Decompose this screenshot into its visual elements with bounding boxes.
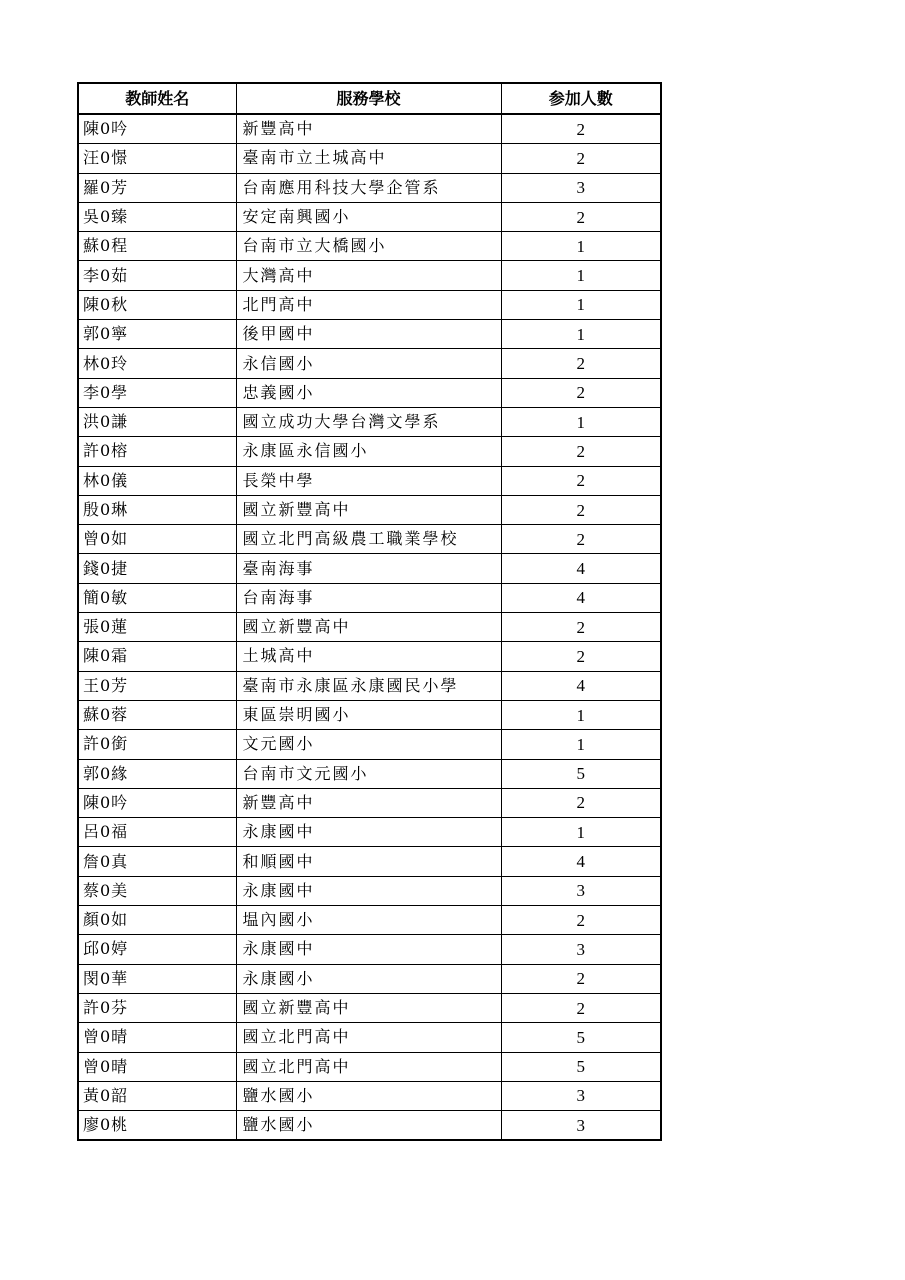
teacher-name-cell: 許0榕	[78, 437, 236, 466]
table-row	[78, 1081, 661, 1110]
teacher-name-cell: 汪0憬	[78, 144, 236, 173]
teacher-name-cell: 李0茹	[78, 261, 236, 290]
teacher-name-cell: 顏0如	[78, 906, 236, 935]
teacher-name-cell: 郭0寧	[78, 320, 236, 349]
teacher-name-cell: 廖0桃	[78, 1111, 236, 1141]
participant-count-cell: 4	[501, 554, 661, 583]
participant-count-cell: 1	[501, 407, 661, 436]
teacher-name-cell: 李0學	[78, 378, 236, 407]
participant-count-cell: 2	[501, 788, 661, 817]
table-row	[78, 466, 661, 495]
table-row	[78, 495, 661, 524]
table-row	[78, 818, 661, 847]
table-row	[78, 202, 661, 231]
teacher-name-cell: 詹0真	[78, 847, 236, 876]
school-cell: 鹽水國小	[236, 1081, 501, 1110]
table-row	[78, 906, 661, 935]
school-cell: 國立成功大學台灣文學系	[236, 407, 501, 436]
school-cell: 北門高中	[236, 290, 501, 319]
school-cell: 國立北門高級農工職業學校	[236, 525, 501, 554]
table-row	[78, 993, 661, 1022]
table-row	[78, 349, 661, 378]
school-cell: 台南市文元國小	[236, 759, 501, 788]
teacher-name-cell: 曾0如	[78, 525, 236, 554]
participant-count-cell: 2	[501, 378, 661, 407]
table-row	[78, 642, 661, 671]
participant-table	[77, 82, 662, 1141]
participant-count-cell: 2	[501, 349, 661, 378]
school-cell: 和順國中	[236, 847, 501, 876]
participant-count-cell: 2	[501, 964, 661, 993]
teacher-name-cell: 曾0晴	[78, 1023, 236, 1052]
participant-count-cell: 3	[501, 1111, 661, 1141]
school-cell: 台南海事	[236, 583, 501, 612]
teacher-name-cell: 曾0晴	[78, 1052, 236, 1081]
participant-count-cell: 1	[501, 818, 661, 847]
school-cell: 永康國中	[236, 876, 501, 905]
teacher-name-cell: 呂0福	[78, 818, 236, 847]
header-school: 服務學校	[236, 83, 501, 114]
participant-count-cell: 2	[501, 144, 661, 173]
table-row	[78, 613, 661, 642]
table-row	[78, 114, 661, 144]
table-row	[78, 525, 661, 554]
table-header	[78, 83, 661, 114]
teacher-name-cell: 蘇0蓉	[78, 700, 236, 729]
table-row	[78, 232, 661, 261]
teacher-name-cell: 吳0臻	[78, 202, 236, 231]
school-cell: 新豐高中	[236, 788, 501, 817]
table-row	[78, 671, 661, 700]
participant-count-cell: 5	[501, 1052, 661, 1081]
school-cell: 台南市立大橋國小	[236, 232, 501, 261]
teacher-name-cell: 張0蓮	[78, 613, 236, 642]
table-body	[78, 114, 661, 1140]
teacher-name-cell: 郭0緣	[78, 759, 236, 788]
participant-count-cell: 1	[501, 700, 661, 729]
school-cell: 安定南興國小	[236, 202, 501, 231]
table-row	[78, 144, 661, 173]
table-row	[78, 1052, 661, 1081]
teacher-name-cell: 陳0秋	[78, 290, 236, 319]
table-row	[78, 876, 661, 905]
table-row	[78, 935, 661, 964]
teacher-name-cell: 閔0華	[78, 964, 236, 993]
school-cell: 永康國中	[236, 818, 501, 847]
participant-count-cell: 2	[501, 466, 661, 495]
table-row	[78, 788, 661, 817]
participant-count-cell: 2	[501, 525, 661, 554]
table-row	[78, 261, 661, 290]
table-row	[78, 290, 661, 319]
participant-count-cell: 2	[501, 613, 661, 642]
teacher-name-cell: 黃0韶	[78, 1081, 236, 1110]
teacher-name-cell: 陳0霜	[78, 642, 236, 671]
participant-count-cell: 1	[501, 290, 661, 319]
school-cell: 土城高中	[236, 642, 501, 671]
school-cell: 文元國小	[236, 730, 501, 759]
table-row	[78, 378, 661, 407]
teacher-name-cell: 林0玲	[78, 349, 236, 378]
participant-count-cell: 5	[501, 1023, 661, 1052]
participant-count-cell: 2	[501, 906, 661, 935]
school-cell: 國立新豐高中	[236, 993, 501, 1022]
participant-count-cell: 4	[501, 847, 661, 876]
teacher-name-cell: 陳0吟	[78, 114, 236, 144]
table-row	[78, 700, 661, 729]
school-cell: 臺南市永康區永康國民小學	[236, 671, 501, 700]
school-cell: 國立新豐高中	[236, 613, 501, 642]
teacher-name-cell: 王0芳	[78, 671, 236, 700]
participant-count-cell: 3	[501, 1081, 661, 1110]
school-cell: 塭內國小	[236, 906, 501, 935]
teacher-name-cell: 蔡0美	[78, 876, 236, 905]
school-cell: 國立北門高中	[236, 1052, 501, 1081]
school-cell: 後甲國中	[236, 320, 501, 349]
header-participant-count: 参加人數	[501, 83, 661, 114]
table-row	[78, 583, 661, 612]
teacher-name-cell: 陳0吟	[78, 788, 236, 817]
participant-count-cell: 2	[501, 495, 661, 524]
table-row	[78, 320, 661, 349]
participant-count-cell: 1	[501, 320, 661, 349]
school-cell: 新豐高中	[236, 114, 501, 144]
participant-count-cell: 5	[501, 759, 661, 788]
participant-count-cell: 2	[501, 114, 661, 144]
table-row	[78, 407, 661, 436]
table-row	[78, 554, 661, 583]
teacher-name-cell: 許0銜	[78, 730, 236, 759]
school-cell: 忠義國小	[236, 378, 501, 407]
participant-count-cell: 1	[501, 232, 661, 261]
table-row	[78, 173, 661, 202]
participant-count-cell: 3	[501, 935, 661, 964]
participant-count-cell: 3	[501, 173, 661, 202]
school-cell: 永康國小	[236, 964, 501, 993]
table-row	[78, 437, 661, 466]
school-cell: 長榮中學	[236, 466, 501, 495]
participant-count-cell: 2	[501, 993, 661, 1022]
school-cell: 臺南海事	[236, 554, 501, 583]
table-row	[78, 964, 661, 993]
participant-sheet	[77, 82, 660, 1141]
header-row	[78, 83, 661, 114]
school-cell: 鹽水國小	[236, 1111, 501, 1141]
school-cell: 國立北門高中	[236, 1023, 501, 1052]
teacher-name-cell: 林0儀	[78, 466, 236, 495]
school-cell: 永康區永信國小	[236, 437, 501, 466]
school-cell: 台南應用科技大學企管系	[236, 173, 501, 202]
participant-count-cell: 4	[501, 583, 661, 612]
table-row	[78, 759, 661, 788]
teacher-name-cell: 錢0捷	[78, 554, 236, 583]
teacher-name-cell: 洪0謙	[78, 407, 236, 436]
participant-count-cell: 2	[501, 642, 661, 671]
school-cell: 永信國小	[236, 349, 501, 378]
table-row	[78, 730, 661, 759]
teacher-name-cell: 邱0婷	[78, 935, 236, 964]
participant-count-cell: 2	[501, 437, 661, 466]
participant-count-cell: 1	[501, 261, 661, 290]
participant-count-cell: 2	[501, 202, 661, 231]
teacher-name-cell: 蘇0程	[78, 232, 236, 261]
table-row	[78, 1111, 661, 1141]
school-cell: 東區崇明國小	[236, 700, 501, 729]
school-cell: 國立新豐高中	[236, 495, 501, 524]
school-cell: 臺南市立土城高中	[236, 144, 501, 173]
participant-count-cell: 4	[501, 671, 661, 700]
header-teacher-name: 教師姓名	[78, 83, 236, 114]
table-row	[78, 847, 661, 876]
school-cell: 大灣高中	[236, 261, 501, 290]
teacher-name-cell: 殷0琳	[78, 495, 236, 524]
teacher-name-cell: 簡0敏	[78, 583, 236, 612]
participant-count-cell: 1	[501, 730, 661, 759]
teacher-name-cell: 許0芬	[78, 993, 236, 1022]
table-row	[78, 1023, 661, 1052]
participant-count-cell: 3	[501, 876, 661, 905]
teacher-name-cell: 羅0芳	[78, 173, 236, 202]
school-cell: 永康國中	[236, 935, 501, 964]
